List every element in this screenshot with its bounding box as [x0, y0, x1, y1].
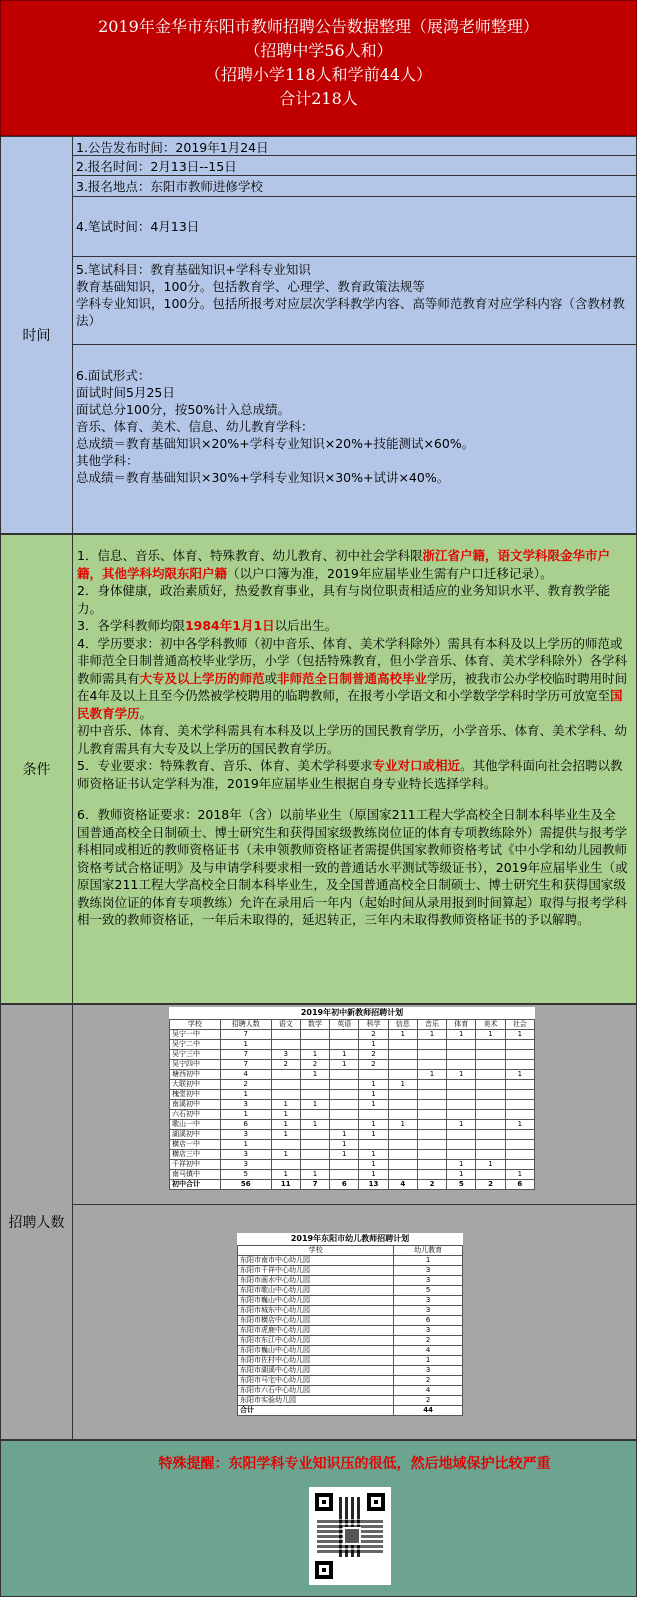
- middle-plan-cell: 4: [388, 1180, 417, 1190]
- kinder-plan-row: [238, 1256, 463, 1266]
- middle-plan-cell: 1: [271, 1110, 300, 1120]
- middle-plan-cell: 1: [359, 1130, 388, 1140]
- special-reminder: 特殊提醒：东阳学科专业知识压的很低，然后地域保护比较严重: [158, 1456, 551, 1472]
- middle-plan-row: [170, 1030, 535, 1040]
- middle-plan-cell: [330, 1110, 359, 1120]
- kinder-plan-cell: 东阳市虎鹿中心幼儿园: [238, 1326, 394, 1336]
- middle-plan-cell: [417, 1050, 446, 1060]
- kinder-plan-row: [238, 1266, 463, 1276]
- kinder-plan-row: [238, 1356, 463, 1366]
- middle-plan-cell: 1: [220, 1140, 271, 1150]
- kinder-plan-cell: 1: [394, 1256, 463, 1266]
- kinder-plan-header-cell: 学校: [238, 1246, 394, 1256]
- middle-plan-cell: 1: [300, 1120, 329, 1130]
- qr-logo: [343, 1527, 361, 1545]
- middle-plan-header-cell: 信息: [388, 1020, 417, 1030]
- middle-plan-cell: 1: [330, 1150, 359, 1160]
- middle-plan-cell: [505, 1150, 534, 1160]
- kinder-plan-title: 2019年东阳市幼儿教师招聘计划: [290, 1234, 410, 1243]
- middle-plan-cell: 湖溪初中: [170, 1130, 221, 1140]
- middle-plan-cell: 南溪初中: [170, 1100, 221, 1110]
- middle-plan-cell: [417, 1040, 446, 1050]
- middle-plan-cell: [505, 1160, 534, 1170]
- header-primary-count: （招聘小学118人和学前44人）: [205, 65, 432, 84]
- middle-plan-cell: [359, 1140, 388, 1150]
- kinder-plan-cell: 2: [394, 1376, 463, 1386]
- kinder-plan-cell: 东阳市城东中心幼儿园: [238, 1306, 394, 1316]
- qr-finder-top-left: [315, 1493, 333, 1511]
- time-item-6: 6.面试形式： 面试时间5月25日 面试总分100分，按50%计入总成绩。 音乐、体育、美术、信息、幼儿教育学科： 总成绩＝教育基础知识×20%+学科专业知识×20%+技能测试×60%。 其他学科： 总成绩＝教育基础知识×30%+学科专业知识×30%+试讲×40%。: [76, 368, 475, 485]
- middle-plan-cell: 1: [359, 1040, 388, 1050]
- middle-plan-cell: 1: [271, 1120, 300, 1130]
- middle-plan-row: [170, 1100, 535, 1110]
- middle-plan-cell: 1: [330, 1050, 359, 1060]
- kinder-plan-cell: 东阳市巍山中心幼儿园: [238, 1296, 394, 1306]
- kinder-plan-cell: 东阳市实验幼儿园: [238, 1396, 394, 1406]
- kinder-plan-cell: 东阳市画水中心幼儿园: [238, 1276, 394, 1286]
- kinder-plan-cell: 3: [394, 1296, 463, 1306]
- middle-plan-cell: 吴宁一中: [170, 1030, 221, 1040]
- middle-plan-cell: [505, 1130, 534, 1140]
- middle-plan-cell: [388, 1070, 417, 1080]
- middle-plan-cell: 1: [359, 1100, 388, 1110]
- middle-plan-cell: 1: [271, 1130, 300, 1140]
- middle-plan-cell: [447, 1110, 476, 1120]
- kinder-plan-cell: 东阳市歌山中心幼儿园: [238, 1286, 394, 1296]
- middle-plan-cell: [476, 1090, 505, 1100]
- middle-plan-cell: 1: [330, 1060, 359, 1070]
- middle-plan-cell: 1: [505, 1170, 534, 1180]
- recruit-label: 招聘人数: [1, 1005, 73, 1439]
- middle-plan-cell: [505, 1090, 534, 1100]
- kindergarten-plan-area: [73, 1205, 636, 1439]
- middle-plan-row: [170, 1140, 535, 1150]
- middle-plan-cell: 横店一中: [170, 1140, 221, 1150]
- kinder-plan-row: [238, 1366, 463, 1376]
- kinder-plan-cell: 3: [394, 1306, 463, 1316]
- middle-plan-cell: 1: [417, 1030, 446, 1040]
- middle-plan-header-cell: 美术: [476, 1020, 505, 1030]
- kinder-plan-cell: 东阳市南市中心幼儿园: [238, 1256, 394, 1266]
- middle-plan-cell: 1: [330, 1130, 359, 1140]
- middle-plan-cell: [417, 1110, 446, 1120]
- time-item-2: 2.报名时间：2月13日--15日: [73, 156, 636, 176]
- middle-plan-cell: [447, 1050, 476, 1060]
- middle-plan-header-cell: 英语: [330, 1020, 359, 1030]
- middle-plan-cell: [330, 1070, 359, 1080]
- middle-plan-cell: [271, 1040, 300, 1050]
- middle-plan-header-cell: 招聘人数: [220, 1020, 271, 1030]
- kinder-plan-cell: 合计: [238, 1406, 394, 1416]
- kinder-plan-cell: 3: [394, 1326, 463, 1336]
- middle-plan-cell: 塘西初中: [170, 1070, 221, 1080]
- middle-plan-cell: 1: [271, 1170, 300, 1180]
- middle-plan-cell: [330, 1040, 359, 1050]
- middle-plan-cell: [388, 1040, 417, 1050]
- time-item-1: 1.公告发布时间：2019年1月24日: [73, 137, 636, 156]
- middle-plan-cell: 六石初中: [170, 1110, 221, 1120]
- middle-plan-cell: 1: [271, 1150, 300, 1160]
- kinder-plan-row: [238, 1396, 463, 1406]
- middle-plan-cell: 1: [447, 1030, 476, 1040]
- middle-plan-cell: 1: [359, 1120, 388, 1130]
- middle-plan-cell: [271, 1140, 300, 1150]
- kinder-plan-cell: 4: [394, 1346, 463, 1356]
- middle-plan-cell: 2: [359, 1060, 388, 1070]
- middle-plan-row: [170, 1050, 535, 1060]
- middle-plan-header-cell: 音乐: [417, 1020, 446, 1030]
- header-banner: [0, 0, 637, 136]
- middle-plan-cell: [388, 1140, 417, 1150]
- middle-plan-cell: 2: [417, 1180, 446, 1190]
- kinder-plan-cell: 3: [394, 1266, 463, 1276]
- middle-plan-row: [170, 1130, 535, 1140]
- conditions-section: [0, 534, 637, 1004]
- kinder-plan-row: [238, 1296, 463, 1306]
- middle-plan-cell: 6: [330, 1180, 359, 1190]
- middle-plan-cell: 5: [220, 1170, 271, 1180]
- kinder-plan-cell: 44: [394, 1406, 463, 1416]
- middle-plan-row: [170, 1040, 535, 1050]
- middle-plan-cell: [505, 1080, 534, 1090]
- middle-plan-cell: [359, 1070, 388, 1080]
- middle-plan-cell: [417, 1150, 446, 1160]
- middle-plan-cell: [417, 1060, 446, 1070]
- kinder-plan-cell: 3: [394, 1276, 463, 1286]
- middle-plan-cell: [300, 1030, 329, 1040]
- middle-plan-row: [170, 1080, 535, 1090]
- middle-plan-cell: 1: [476, 1160, 505, 1170]
- middle-plan-cell: 3: [220, 1130, 271, 1140]
- conditions-label: 条件: [1, 535, 73, 1003]
- middle-plan-cell: 吴宁四中: [170, 1060, 221, 1070]
- middle-plan-cell: [388, 1060, 417, 1070]
- tip-section: [0, 1440, 637, 1597]
- middle-plan-cell: [476, 1140, 505, 1150]
- kinder-plan-row: [238, 1376, 463, 1386]
- time-section: [0, 136, 637, 534]
- middle-plan-cell: [300, 1150, 329, 1160]
- kinder-plan-cell: 2: [394, 1396, 463, 1406]
- condition-1: 1．信息、音乐、体育、特殊教育、幼儿教育、初中社会学科限浙江省户籍，语文学科限金华市户籍，其他学科均限东阳户籍（以户口簿为准，2019年应届毕业生需有户口迁移记录）。: [77, 548, 610, 581]
- middle-plan-cell: [330, 1120, 359, 1130]
- header-middle-count: （招聘中学56人和）: [244, 41, 393, 60]
- time-label: 时间: [1, 137, 73, 533]
- middle-plan-cell: [300, 1130, 329, 1140]
- middle-plan-cell: [271, 1090, 300, 1100]
- middle-plan-cell: 1: [388, 1080, 417, 1090]
- middle-school-plan-table: [169, 1007, 535, 1190]
- middle-plan-cell: 3: [271, 1050, 300, 1060]
- middle-plan-cell: [300, 1090, 329, 1100]
- middle-plan-cell: 2: [220, 1080, 271, 1090]
- middle-plan-cell: [300, 1140, 329, 1150]
- middle-plan-cell: 初中合计: [170, 1180, 221, 1190]
- middle-plan-cell: 1: [359, 1090, 388, 1100]
- middle-plan-cell: 5: [447, 1180, 476, 1190]
- middle-plan-cell: 1: [300, 1100, 329, 1110]
- middle-plan-cell: [388, 1090, 417, 1100]
- middle-plan-cell: [388, 1110, 417, 1120]
- kinder-plan-cell: 5: [394, 1286, 463, 1296]
- middle-plan-cell: [330, 1100, 359, 1110]
- middle-plan-row: [170, 1120, 535, 1130]
- middle-plan-cell: 1: [220, 1040, 271, 1050]
- kinder-plan-row: [238, 1306, 463, 1316]
- middle-plan-cell: 6: [505, 1180, 534, 1190]
- middle-plan-cell: [388, 1100, 417, 1110]
- middle-plan-header-cell: 体育: [447, 1020, 476, 1030]
- middle-plan-cell: 1: [220, 1110, 271, 1120]
- middle-plan-cell: [271, 1030, 300, 1040]
- middle-plan-cell: 1: [359, 1080, 388, 1090]
- middle-plan-cell: [476, 1100, 505, 1110]
- kinder-plan-cell: 6: [394, 1316, 463, 1326]
- middle-plan-title: 2019年初中新教师招聘计划: [300, 1008, 404, 1017]
- kinder-plan-cell: 东阳市千祥中心幼儿园: [238, 1266, 394, 1276]
- middle-plan-cell: [505, 1050, 534, 1060]
- middle-plan-cell: 7: [220, 1060, 271, 1070]
- qr-code-image: [309, 1487, 391, 1585]
- middle-plan-cell: [505, 1110, 534, 1120]
- kinder-plan-cell: 东阳市佐村中心幼儿园: [238, 1356, 394, 1366]
- middle-plan-cell: [359, 1110, 388, 1120]
- middle-plan-cell: 1: [505, 1070, 534, 1080]
- kinder-plan-row: [238, 1346, 463, 1356]
- middle-plan-cell: [476, 1060, 505, 1070]
- kinder-plan-row: [238, 1286, 463, 1296]
- middle-plan-cell: [476, 1070, 505, 1080]
- middle-plan-row: [170, 1060, 535, 1070]
- middle-plan-cell: [476, 1110, 505, 1120]
- middle-plan-cell: [476, 1050, 505, 1060]
- middle-plan-cell: 吴宁二中: [170, 1040, 221, 1050]
- middle-plan-cell: 吴宁三中: [170, 1050, 221, 1060]
- middle-plan-header-cell: 学校: [170, 1020, 221, 1030]
- middle-plan-cell: [330, 1080, 359, 1090]
- middle-plan-cell: [505, 1100, 534, 1110]
- middle-plan-cell: [388, 1050, 417, 1060]
- kinder-plan-cell: 东阳市湖溪中心幼儿园: [238, 1366, 394, 1376]
- middle-plan-cell: 1: [271, 1100, 300, 1110]
- time-item-3: 3.报名地点：东阳市教师进修学校: [73, 176, 636, 197]
- kinder-plan-cell: 东阳市东江中心幼儿园: [238, 1336, 394, 1346]
- kinder-plan-header-cell: 幼儿教育: [394, 1246, 463, 1256]
- middle-plan-cell: [330, 1160, 359, 1170]
- middle-plan-cell: [271, 1080, 300, 1090]
- middle-plan-cell: 1: [359, 1160, 388, 1170]
- middle-plan-cell: 1: [447, 1160, 476, 1170]
- middle-plan-cell: [388, 1150, 417, 1160]
- middle-plan-cell: [447, 1150, 476, 1160]
- middle-plan-cell: [388, 1130, 417, 1140]
- middle-plan-cell: 1: [359, 1150, 388, 1160]
- middle-plan-cell: 1: [220, 1090, 271, 1100]
- middle-plan-cell: 1: [359, 1170, 388, 1180]
- middle-plan-cell: [417, 1130, 446, 1140]
- middle-plan-cell: [417, 1170, 446, 1180]
- middle-plan-cell: 2: [359, 1030, 388, 1040]
- middle-plan-cell: 7: [220, 1030, 271, 1040]
- middle-plan-cell: [300, 1160, 329, 1170]
- middle-school-plan-area: [73, 1005, 636, 1205]
- middle-plan-cell: [417, 1140, 446, 1150]
- middle-plan-cell: 歌山一中: [170, 1120, 221, 1130]
- middle-plan-header-cell: 数学: [300, 1020, 329, 1030]
- middle-plan-cell: 6: [220, 1120, 271, 1130]
- middle-plan-cell: [300, 1110, 329, 1120]
- middle-plan-cell: [330, 1090, 359, 1100]
- middle-plan-cell: [476, 1120, 505, 1130]
- header-title: 2019年金华市东阳市教师招聘公告数据整理（展鸿老师整理）: [98, 17, 539, 36]
- conditions-text: [73, 535, 636, 929]
- middle-plan-cell: 槐堂初中: [170, 1090, 221, 1100]
- middle-plan-header-cell: 科学: [359, 1020, 388, 1030]
- middle-plan-cell: [417, 1160, 446, 1170]
- middle-plan-cell: 1: [447, 1170, 476, 1180]
- condition-4-extra: 初中音乐、体育、美术学科需具有本科及以上学历的国民教育学历，小学音乐、体育、美术学科、幼儿教育需具有大专及以上学历的国民教育学历。: [77, 723, 628, 756]
- kinder-plan-row: [238, 1276, 463, 1286]
- middle-plan-cell: 7: [300, 1180, 329, 1190]
- qr-finder-top-right: [367, 1493, 385, 1511]
- kinder-plan-row: [238, 1316, 463, 1326]
- condition-2: 2．身体健康，政治素质好，热爱教育事业，具有与岗位职责相适应的业务知识水平、教育教学能力。: [77, 583, 610, 616]
- middle-plan-row: [170, 1090, 535, 1100]
- middle-plan-cell: 7: [220, 1050, 271, 1060]
- middle-plan-row: [170, 1170, 535, 1180]
- kinder-plan-cell: 东阳市巍山中心幼儿园: [238, 1346, 394, 1356]
- middle-plan-header-cell: 语文: [271, 1020, 300, 1030]
- middle-plan-cell: 1: [476, 1030, 505, 1040]
- time-item-5: 5.笔试科目：教育基础知识+学科专业知识 教育基础知识，100分。包括教育学、心理学、教育政策法规等 学科专业知识，100分。包括所报考对应层次学科教学内容、高等师范教育对应学科内容（含教材教法）: [73, 257, 636, 345]
- middle-plan-cell: [447, 1080, 476, 1090]
- middle-plan-row: [170, 1160, 535, 1170]
- middle-plan-cell: [417, 1090, 446, 1100]
- middle-plan-cell: 1: [447, 1120, 476, 1130]
- kinder-plan-cell: 东阳市马宅中心幼儿园: [238, 1376, 394, 1386]
- kinder-plan-cell: 2: [394, 1336, 463, 1346]
- middle-plan-cell: [271, 1160, 300, 1170]
- middle-plan-cell: 3: [220, 1160, 271, 1170]
- middle-plan-cell: [447, 1130, 476, 1140]
- middle-plan-cell: 2: [476, 1180, 505, 1190]
- middle-plan-cell: [505, 1040, 534, 1050]
- middle-plan-cell: [447, 1100, 476, 1110]
- middle-plan-cell: 1: [300, 1070, 329, 1080]
- middle-plan-cell: [300, 1040, 329, 1050]
- middle-plan-cell: 11: [271, 1180, 300, 1190]
- time-item-4: 4.笔试时间：4月13日: [73, 197, 636, 257]
- middle-plan-cell: [505, 1060, 534, 1070]
- condition-6: 6．教师资格证要求：2018年（含）以前毕业生（原国家211工程大学高校全日制本科毕业生及全国普通高校全日制硕士、博士研究生和获得国家级教练岗位证的体育专项教练除外）需提供与报考学科相同或相近的教师资格证书（未申领教师资格证者需提供国家教师资格考试《中小学和幼儿园教师资格考试合格证明》及与申请学科要求相一致的普通话水平测试等级证书），2019年应届毕业生（或原国家211工程大学高校全日制本科毕业生，及全国普通高校全日制硕士、博士研究生和获得国家级教练岗位证的体育专项教练）允许在录用后一年内（起始时间从录用报到时间算起）取得与报考学科相一致的教师资格证，一年后未取得的，延迟转正，三年内未取得教师资格证书的予以解聘。: [77, 807, 628, 927]
- middle-plan-cell: [476, 1130, 505, 1140]
- middle-plan-cell: [476, 1150, 505, 1160]
- kinder-plan-cell: 3: [394, 1366, 463, 1376]
- kinder-plan-cell: 东阳市横店中心幼儿园: [238, 1316, 394, 1326]
- middle-plan-cell: 1: [417, 1070, 446, 1080]
- kinder-plan-row: [238, 1336, 463, 1346]
- qr-finder-bottom-left: [315, 1561, 333, 1579]
- middle-plan-cell: 1: [505, 1120, 534, 1130]
- middle-plan-header-cell: 社会: [505, 1020, 534, 1030]
- middle-plan-cell: [505, 1140, 534, 1150]
- middle-plan-cell: 横店三中: [170, 1150, 221, 1160]
- middle-plan-row: [170, 1070, 535, 1080]
- middle-plan-cell: [271, 1070, 300, 1080]
- kinder-plan-cell: 1: [394, 1356, 463, 1366]
- middle-plan-cell: [388, 1170, 417, 1180]
- middle-plan-cell: [388, 1160, 417, 1170]
- kinder-plan-row: [238, 1386, 463, 1396]
- kinder-plan-row: [238, 1406, 463, 1416]
- middle-plan-cell: 2: [359, 1050, 388, 1060]
- condition-3: 3．各学科教师均限1984年1月1日以后出生。: [77, 618, 338, 633]
- middle-plan-row: [170, 1110, 535, 1120]
- kindergarten-plan-table: [237, 1233, 463, 1416]
- kinder-plan-row: [238, 1326, 463, 1336]
- middle-plan-cell: 1: [300, 1170, 329, 1180]
- condition-4: 4．学历要求：初中各学科教师（初中音乐、体育、美术学科除外）需具有本科及以上学历的师范或非师范全日制普通高校毕业学历，小学（包括特殊教育，但小学音乐、体育、美术学科除外）各学科教师需具有大专及以上学历的师范或非师范全日制普通高校毕业学历，被我市公办学校临时聘用时间在4年及以上且至今仍然被学校聘用的临聘教师，在报考小学语文和小学数学学科时学历可放宽至国民教育学历。: [77, 635, 628, 721]
- middle-plan-cell: 56: [220, 1180, 271, 1190]
- middle-plan-cell: [417, 1120, 446, 1130]
- middle-plan-cell: [330, 1030, 359, 1040]
- middle-plan-cell: 1: [388, 1030, 417, 1040]
- middle-plan-cell: 3: [220, 1150, 271, 1160]
- middle-plan-cell: 1: [300, 1050, 329, 1060]
- middle-plan-cell: 13: [359, 1180, 388, 1190]
- middle-plan-cell: 1: [388, 1120, 417, 1130]
- header-total: 合计218人: [279, 89, 358, 108]
- middle-plan-cell: [330, 1170, 359, 1180]
- condition-5: 5．专业要求：特殊教育、音乐、体育、美术学科要求专业对口或相近。其他学科面向社会招聘以教师资格证书认定学科为准，2019年应届毕业生根据自身专业特长选择学科。: [77, 758, 623, 791]
- kinder-plan-cell: 东阳市六石中心幼儿园: [238, 1386, 394, 1396]
- middle-plan-cell: 南马镇中: [170, 1170, 221, 1180]
- middle-plan-cell: [300, 1080, 329, 1090]
- middle-plan-cell: 千祥初中: [170, 1160, 221, 1170]
- middle-plan-cell: 2: [300, 1060, 329, 1070]
- middle-plan-cell: 4: [220, 1070, 271, 1080]
- middle-plan-row: [170, 1150, 535, 1160]
- middle-plan-cell: 3: [220, 1100, 271, 1110]
- middle-plan-cell: [447, 1090, 476, 1100]
- middle-plan-cell: 大联初中: [170, 1080, 221, 1090]
- middle-plan-cell: [476, 1170, 505, 1180]
- middle-plan-cell: [417, 1080, 446, 1090]
- middle-plan-cell: [447, 1060, 476, 1070]
- middle-plan-row: [170, 1180, 535, 1190]
- recruit-section: [0, 1004, 637, 1440]
- middle-plan-cell: 2: [271, 1060, 300, 1070]
- kinder-plan-cell: 4: [394, 1386, 463, 1396]
- middle-plan-cell: [417, 1100, 446, 1110]
- middle-plan-cell: 1: [447, 1070, 476, 1080]
- middle-plan-cell: [447, 1140, 476, 1150]
- middle-plan-cell: 1: [330, 1140, 359, 1150]
- middle-plan-cell: [476, 1080, 505, 1090]
- middle-plan-cell: [447, 1040, 476, 1050]
- middle-plan-cell: 1: [505, 1030, 534, 1040]
- middle-plan-cell: [476, 1040, 505, 1050]
